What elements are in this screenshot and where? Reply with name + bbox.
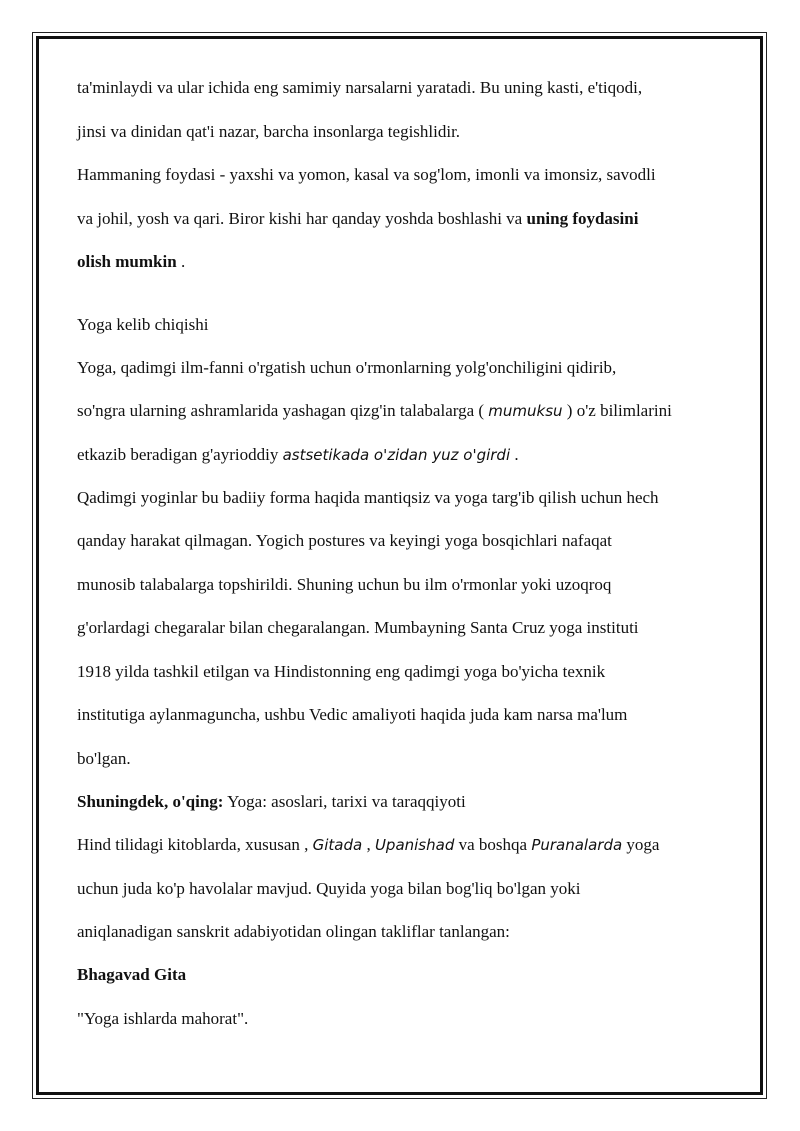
see-also-label: Shuningdek, o'qing: <box>77 792 224 811</box>
paragraph-line <box>77 251 185 272</box>
text-run: etkazib beradigan g'ayrioddiy <box>77 445 283 464</box>
paragraph-line <box>77 444 519 465</box>
text-run: so'ngra ularning ashramlarida yashagan qizg'in talabalarga ( <box>77 401 489 420</box>
section-heading: Bhagavad Gita <box>77 965 187 984</box>
text-run: va johil, yosh va qari. Biror kishi har qanday yoshda boshlashi va <box>77 209 527 228</box>
paragraph-line: qanday harakat qilmagan. Yogich postures va keyingi yoga bosqichlari nafaqat <box>77 531 612 550</box>
italic-term: Puranalarda <box>531 836 623 854</box>
section-heading: Yoga kelib chiqishi <box>77 315 209 334</box>
paragraph-line <box>77 834 659 855</box>
paragraph-line: ta'minlaydi va ular ichida eng samimiy narsalarni yaratadi. Bu uning kasti, e'tiqodi, <box>77 78 643 97</box>
text-run: . <box>176 252 186 271</box>
see-also-link[interactable]: Yoga: asoslari, tarixi va taraqqiyoti <box>223 792 466 811</box>
text-run: va boshqa <box>454 835 532 854</box>
quote-line: "Yoga ishlarda mahorat". <box>77 1009 249 1028</box>
paragraph-line: munosib talabalarga topshirildi. Shuning uchun bu ilm o'rmonlar yoki uzoqroq <box>77 575 612 594</box>
text-run: ) o'z bilimlarini <box>562 401 672 420</box>
paragraph-line: Qadimgi yoginlar bu badiiy forma haqida mantiqsiz va yoga targ'ib qilish uchun hech <box>77 488 659 507</box>
paragraph-line: uchun juda ko'p havolalar mavjud. Quyida yoga bilan bog'liq bo'lgan yoki <box>77 879 581 898</box>
paragraph-line: aniqlanadigan sanskrit adabiyotidan olingan takliflar tanlangan: <box>77 922 510 941</box>
paragraph-line: g'orlardagi chegaralar bilan chegaralangan. Mumbayning Santa Cruz yoga instituti <box>77 618 639 637</box>
italic-term: Upanishad <box>374 836 455 854</box>
italic-term: Gitada <box>312 836 363 854</box>
text-run: yoga <box>622 835 660 854</box>
paragraph-line: bo'lgan. <box>77 749 131 768</box>
paragraph-line: Yoga, qadimgi ilm-fanni o'rgatish uchun o'rmonlarning yolg'onchiligini qidirib, <box>77 358 617 377</box>
see-also-line <box>77 791 466 812</box>
bold-phrase: uning foydasini <box>526 209 639 228</box>
paragraph-line <box>77 400 672 421</box>
text-run: Hind tilidagi kitoblarda, xususan , <box>77 835 313 854</box>
paragraph-line: Hammaning foydasi - yaxshi va yomon, kasal va sog'lom, imonli va imonsiz, savodli <box>77 165 656 184</box>
bold-phrase: olish mumkin <box>77 252 177 271</box>
italic-term: mumuksu <box>488 402 563 420</box>
text-run: . <box>510 445 519 464</box>
paragraph-line: jinsi va dinidan qat'i nazar, barcha insonlarga tegishlidir. <box>77 122 461 141</box>
paragraph-line <box>77 208 638 229</box>
text-run: , <box>362 835 375 854</box>
paragraph-line: 1918 yilda tashkil etilgan va Hindistonning eng qadimgi yoga bo'yicha texnik <box>77 662 606 681</box>
paragraph-line: institutiga aylanmaguncha, ushbu Vedic amaliyoti haqida juda kam narsa ma'lum <box>77 705 628 724</box>
italic-term: astsetikada o'zidan yuz o'girdi <box>282 446 511 464</box>
